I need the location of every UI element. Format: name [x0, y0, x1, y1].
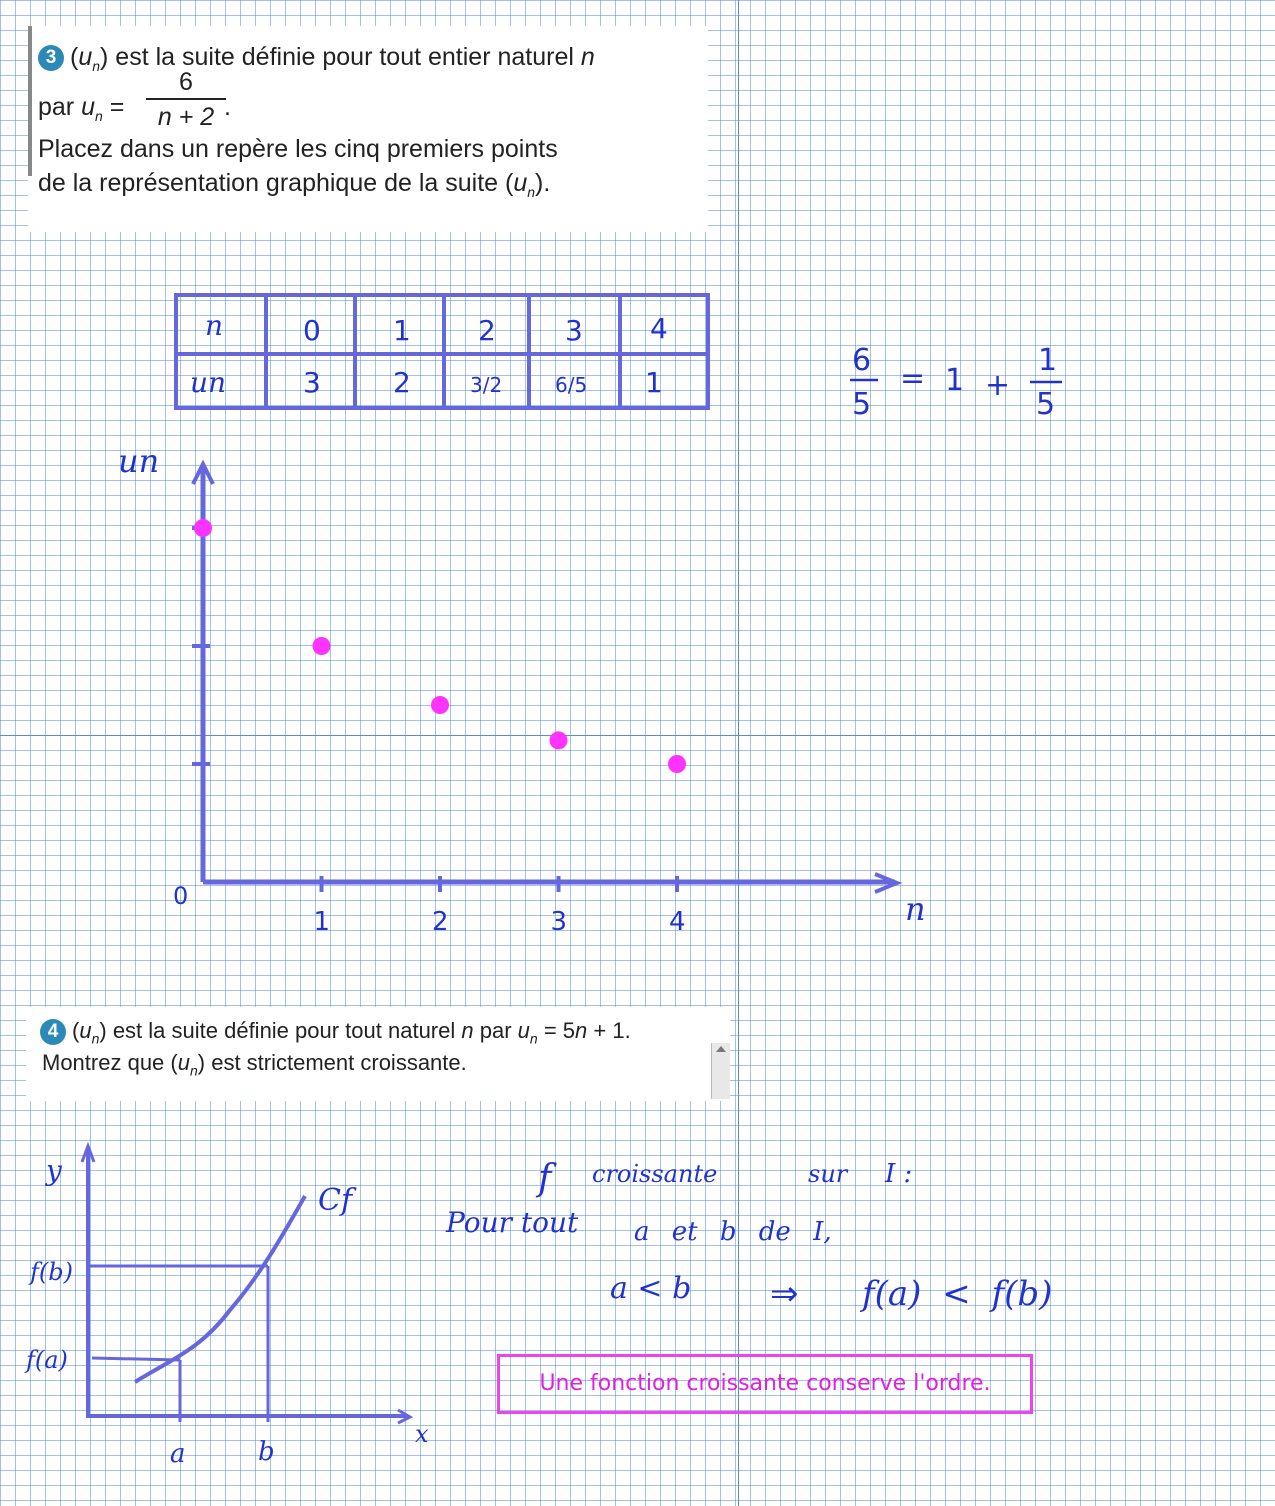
x-tick-label: 3 — [550, 907, 568, 937]
a-label: a — [170, 1439, 186, 1469]
table-u-0: 3 — [303, 366, 321, 399]
svg-text:5: 5 — [852, 387, 872, 422]
svg-text:6: 6 — [852, 343, 872, 378]
svg-text:sur: sur — [808, 1160, 848, 1188]
b-label: b — [258, 1437, 275, 1467]
svg-text:a < b: a < b — [610, 1271, 692, 1306]
values-table — [176, 295, 708, 408]
table-n-2: 2 — [478, 314, 496, 347]
y-axis-label: un — [118, 442, 160, 480]
svg-text:Pour tout: Pour tout — [446, 1206, 579, 1239]
svg-text:1: 1 — [1038, 343, 1058, 378]
table-u-2: 3/2 — [470, 373, 503, 397]
data-point — [550, 731, 568, 749]
table-n-1: 1 — [393, 314, 411, 347]
x-tick-label: 2 — [432, 907, 449, 937]
svg-text:I :: I : — [885, 1159, 913, 1189]
function-curve — [135, 1196, 305, 1382]
data-point — [194, 519, 212, 537]
fa-guide — [92, 1358, 180, 1360]
ex3-line-1: 3 $(u_n)$ est la suite définie pour tout entier naturel n — [38, 40, 595, 83]
table-u-4: 1 — [645, 366, 663, 399]
sequence-chart — [118, 442, 926, 937]
data-point — [668, 755, 686, 773]
data-point — [313, 637, 331, 655]
ex4-line-1: 4 $(u_n)$ est la suite définie pour tout naturel n par $u_n = 5n + 1$. — [40, 1015, 631, 1054]
svg-text:a et b de I,: a et b de I, — [634, 1217, 832, 1247]
svg-text:⇒: ⇒ — [770, 1274, 799, 1314]
ex4-line-2: Montrez que $(u_n)$ est strictement croissante. — [42, 1050, 467, 1079]
highlight-note-box: Une fonction croissante conserve l'ordre. — [497, 1354, 1033, 1414]
definition-text — [445, 1158, 1052, 1314]
svg-text:+: + — [985, 368, 1011, 403]
sketch-y-label: y — [46, 1154, 62, 1187]
table-n-0: 0 — [303, 314, 321, 347]
x-tick-label: 1 — [313, 907, 331, 937]
table-header-un: un — [190, 366, 227, 399]
svg-text:f: f — [538, 1158, 552, 1199]
fa-label: f(a) — [26, 1346, 68, 1374]
curve-label: Cf — [318, 1183, 353, 1218]
exercise-number-badge: 3 — [38, 45, 64, 71]
sketch-x-label: x — [415, 1420, 429, 1448]
svg-text:croissante: croissante — [592, 1160, 718, 1188]
table-u-3: 6/5 — [555, 373, 588, 397]
side-note — [850, 343, 1062, 422]
svg-text:5: 5 — [1036, 387, 1056, 422]
function-sketch — [24, 1146, 429, 1469]
ex3-period: . — [224, 93, 231, 121]
data-point — [431, 696, 449, 714]
ex3-line-3: Placez dans un repère les cinq premiers points — [38, 135, 558, 163]
x-tick-label: 4 — [669, 907, 686, 937]
ex3-line-4: de la représentation graphique de la suite $(u_n)$. — [38, 169, 551, 200]
table-header-n: n — [205, 309, 224, 342]
fb-label: f(b) — [30, 1258, 73, 1286]
table-n-3: 3 — [565, 314, 583, 347]
origin-label: 0 — [173, 882, 189, 910]
table-n-4: 4 — [650, 312, 668, 345]
svg-text:f(a) < f(b): f(a) < f(b) — [862, 1274, 1053, 1314]
svg-text:1: 1 — [945, 363, 965, 398]
svg-text:=: = — [900, 361, 926, 396]
x-axis-label: n — [905, 890, 926, 928]
exercise-number-badge: 4 — [40, 1019, 66, 1045]
ex3-fraction: 6 n + 2 — [146, 68, 226, 132]
table-u-1: 2 — [393, 366, 411, 399]
ex3-line-2: par $u_n$ = — [38, 93, 125, 124]
